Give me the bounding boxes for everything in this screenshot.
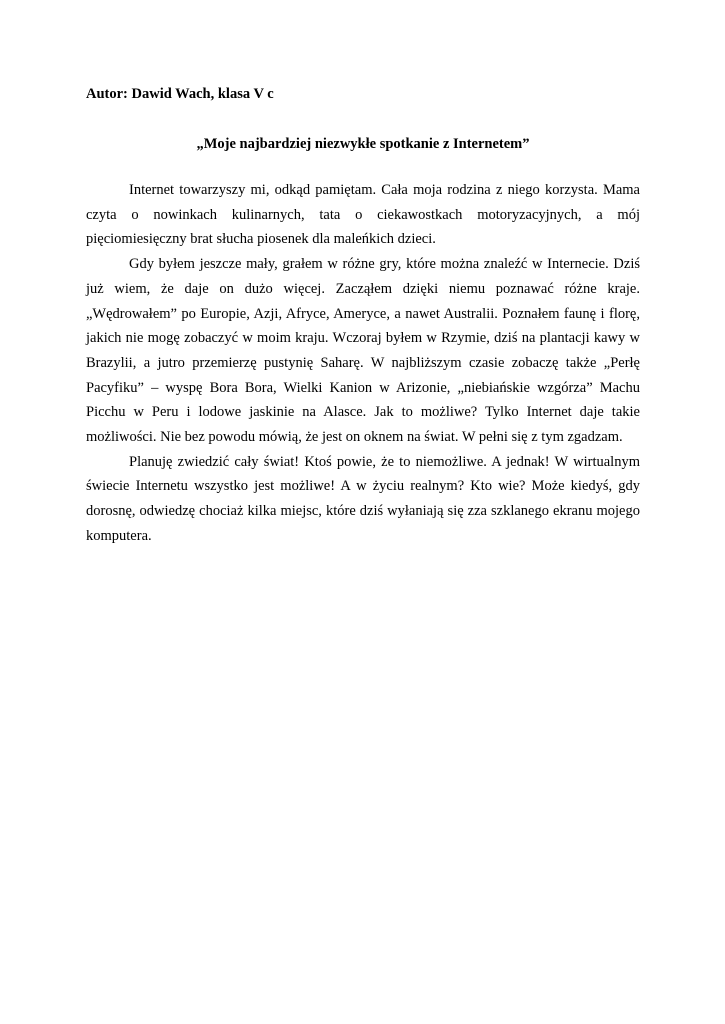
paragraph: Gdy byłem jeszcze mały, grałem w różne gry, które można znaleźć w Internecie. Dziś już wiem, że daje on dużo więcej. Zacząłem dzięki niemu poznawać różne kraje. „Wędrowałem” po Europie, Azji, Afryce, Ameryce, a nawet Australii. Poznałem faunę i florę, jakich nie mogę zobaczyć w moim kraju. Wczoraj byłem w Rzymie, dziś na plantacji kawy w Brazylii, a jutro przemierzę pustynię Saharę. W najbliższym czasie zobaczę także „Perłę Pacyfiku” – wyspę Bora Bora, Wielki Kanion w Arizonie, „niebiańskie wzgórza” Machu Picchu w Peru i lodowe jaskinie na Alasce. Jak to możliwe? Tylko Internet daje takie możliwości. Nie bez powodu mówią, że jest on oknem na świat. W pełni się z tym zgadzam. <box>86 256 640 446</box>
document-page <box>86 84 640 549</box>
essay-title: „Moje najbardziej niezwykłe spotkanie z Internetem” <box>196 136 530 152</box>
essay-body <box>86 178 640 549</box>
paragraph: Planuję zwiedzić cały świat! Ktoś powie, że to niemożliwe. A jednak! W wirtualnym świecie Internetu wszystko jest możliwe! A w życiu realnym? Kto wie? Może kiedyś, gdy dorosnę, odwiedzę chociaż kilka miejsc, które dziś wyłaniają się zza szklanego ekranu mojego komputera. <box>86 453 640 544</box>
paragraph: Internet towarzyszy mi, odkąd pamiętam. Cała moja rodzina z niego korzysta. Mama czyta o nowinkach kulinarnych, tata o ciekawostkach motoryzacyjnych, a mój pięciomiesięczny brat słucha piosenek dla maleńkich dzieci. <box>86 182 640 248</box>
author-line: Autor: Dawid Wach, klasa V c <box>86 86 274 102</box>
